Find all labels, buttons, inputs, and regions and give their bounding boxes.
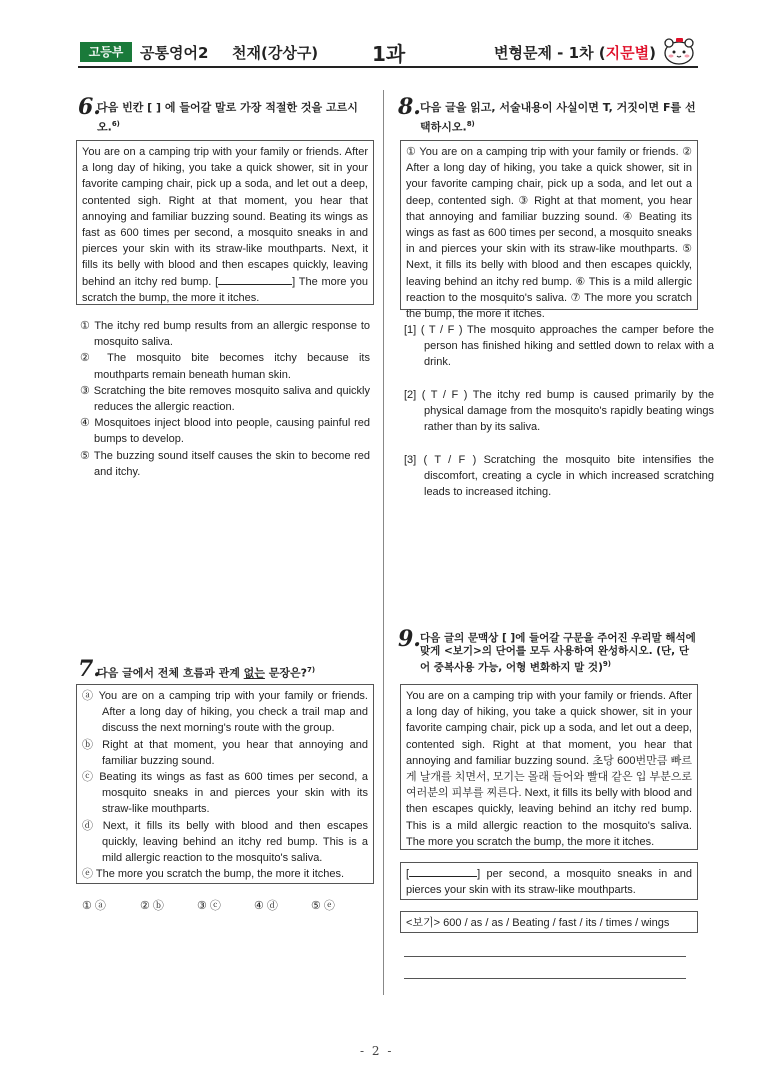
q9-number: 9. <box>398 626 421 652</box>
q7-item-b: ⓑ Right at that moment, you hear that annoying and familiar buzzing sound. <box>82 738 368 767</box>
publisher-label: 천재(강상구) <box>232 44 319 62</box>
q8-prompt <box>420 99 696 136</box>
q8-statement-3[interactable]: [3] ( T / F ) Scratching the mosquito bite intensifies the discomfort, creating a cycle in which increased scratching leads to increased itching. <box>404 454 714 499</box>
q8-prompt-text: 다음 글을 읽고, 서술내용이 사실이면 T, 거짓이면 F를 선택하시오. <box>420 101 696 134</box>
q6-number: 6. <box>78 94 101 120</box>
q6-passage-a: You are on a camping trip with your family or friends. After a long day of hiking, you take a quick shower, sit in your favorite camping chair, pick up a soda, and let out a deep, contented sigh. Right at that moment, you hear that annoying and familiar buzzing sound. Beating its wings as fast as 600 times per second, a mosquito sneaks in and pierces your skin with its straw-like mouthparts. Next, it fills its belly with blood and then escapes quickly, leaving behind an itchy red bump. [ <box>82 146 368 288</box>
level-badge: 고등부 <box>80 42 132 62</box>
q6-prompt-text: 다음 빈칸 [ ] 에 들어갈 말로 가장 적절한 것을 고르시오. <box>97 101 358 134</box>
q9-prompt <box>420 632 698 675</box>
q9-answer-line-1[interactable] <box>404 956 686 957</box>
q8-number: 8. <box>398 94 421 120</box>
q8-note: 8) <box>466 120 475 128</box>
q7-prompt-b: 문장은? <box>264 666 308 680</box>
q7-choice-5[interactable]: ⑤ ⓔ <box>311 900 335 912</box>
q9-answer-sentence <box>400 862 698 900</box>
q7-prompt <box>97 662 373 682</box>
q9-note: 9) <box>602 660 611 668</box>
q8-statement-1[interactable]: [1] ( T / F ) The mosquito approaches the camper before the person has finished hiking and settled down to relax with a drink. <box>404 324 714 369</box>
subject-label: 공통영어2 <box>140 44 209 62</box>
q7-item-c: ⓒ Beating its wings as fast as 600 times per second, a mosquito sneaks in and pierces your skin with its straw-like mouthparts. <box>82 771 368 816</box>
q9-passage: You are on a camping trip with your family or friends. After a long day of hiking, you take a quick shower, sit in your favorite camping chair, pick up a soda, and let out a deep, contented sigh. Right at that moment, you hear that annoying and familiar buzzing sound. 초당 600번만큼 빠르게 날개를 치면서, 모기는 몰래 들어와 빨대 같은 입 부분으로 여러분의 피부를 찌른다. Next, it fills its belly with blood and then escapes quickly, leaving behind an itchy red bump. This is a mild allergic reaction to the mosquito's saliva. The more you scratch the bump, the more it itches. <box>400 684 698 850</box>
page-number: - 2 - <box>360 1044 394 1058</box>
q6-option-1[interactable]: ① The itchy red bump results from an allergic response to mosquito saliva. <box>80 320 370 349</box>
title-end: ) <box>649 44 656 62</box>
q7-item-a: ⓐ You are on a camping trip with your family or friends. After a long day of hiking, you check a trail map and discuss the next morning's route with the group. <box>82 690 368 735</box>
q7-prompt-a: 다음 글에서 전체 흐름과 관계 <box>97 666 244 680</box>
worksheet-title <box>494 42 656 63</box>
q6-note: 6) <box>111 120 120 128</box>
q9-answer-open: [ <box>406 868 410 880</box>
q9-prompt-text: 다음 글의 문맥상 [ ]에 들어갈 구문을 주어진 우리말 해석에 맞게 <보기>의 단어를 모두 사용하여 완성하시오. (단, 단어 중복사용 가능, 어형 변화하지 말 것) <box>420 632 696 674</box>
title-main: 변형문제 - 1차 ( <box>494 44 606 62</box>
q7-choice-1[interactable]: ① ⓐ <box>82 900 106 912</box>
header-rule <box>78 66 698 68</box>
q6-options <box>80 318 370 480</box>
q9-answer-line-2[interactable] <box>404 978 686 979</box>
q8-statement-2[interactable]: [2] ( T / F ) The itchy red bump is caused primarily by the physical damage from the mosquito's rapidly beating wings rather than by its saliva. <box>404 389 714 434</box>
q7-item-d: ⓓ Next, it fills its belly with blood and then escapes quickly, leaving behind an itchy red bump. This is a mild allergic reaction to the mosquito's saliva. <box>82 819 368 865</box>
mascot-icon <box>662 36 696 66</box>
q8-passage: ① You are on a camping trip with your family or friends. ② After a long day of hiking, you take a quick shower, sit in your favorite camping chair, pick up a soda, and let out a deep, contented sigh. ③ Right at that moment, you hear that annoying and familiar buzzing sound. ④ Beating its wings as fast as 600 times per second, a mosquito sneaks in and pierces your skin with its straw-like mouthparts. ⑤ Next, it fills its belly with blood and then escapes quickly, leaving behind an itchy red bump. ⑥ This is a mild allergic reaction to the mosquito's saliva. ⑦ The more you scratch the bump, the more it itches. <box>400 140 698 310</box>
q6-option-4[interactable]: ④ Mosquitoes inject blood into people, causing painful red bumps to develop. <box>80 417 370 446</box>
q9-answer-rest: ] per second, a mosquito sneaks in and pierces your skin with its straw-like mouthparts. <box>406 868 692 897</box>
q6-passage <box>76 140 374 305</box>
lesson-label: 1과 <box>372 42 406 66</box>
q7-prompt-underline: 없는 <box>243 666 265 680</box>
column-divider <box>383 90 384 995</box>
q6-passage-b: ] The more you scratch the bump, the more it itches. <box>82 275 368 304</box>
q7-choice-2[interactable]: ② ⓑ <box>140 900 164 912</box>
q7-note: 7) <box>307 666 316 674</box>
q6-blank <box>218 274 292 285</box>
title-highlight: 지문별 <box>605 44 650 62</box>
q6-option-3[interactable]: ③ Scratching the bite removes mosquito saliva and quickly reduces the allergic reaction. <box>80 384 370 414</box>
q6-option-5[interactable]: ⑤ The buzzing sound itself causes the skin to become red and itchy. <box>80 449 370 478</box>
q7-passage <box>76 684 374 884</box>
q6-prompt <box>97 99 373 136</box>
q7-number: 7. <box>78 656 101 682</box>
q7-item-e: ⓔ The more you scratch the bump, the more it itches. <box>82 868 345 881</box>
q7-choice-3[interactable]: ③ ⓒ <box>197 900 221 912</box>
q7-choice-4[interactable]: ④ ⓓ <box>254 900 278 912</box>
q9-bogi-box: <보기> 600 / as / as / Beating / fast / its / times / wings <box>400 911 698 933</box>
q6-option-2[interactable]: ② The mosquito bite becomes itchy because its mouthparts remain beneath human skin. <box>80 352 370 381</box>
q9-blank[interactable] <box>409 866 477 877</box>
